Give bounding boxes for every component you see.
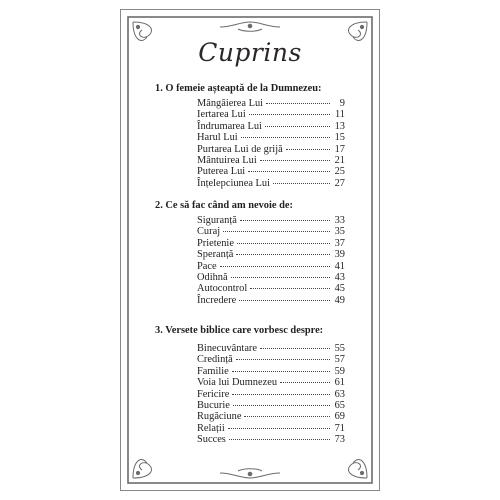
toc-entry-label: Binecuvântare [197,343,258,354]
toc-entry [197,295,345,306]
dot-leader [250,288,330,289]
toc-entry [197,226,345,237]
toc-entry [197,249,345,260]
dot-leader [237,243,330,244]
toc-entry-label: Prietenie [197,237,234,249]
toc-entry-label: Puterea Lui [197,166,246,178]
toc-entry-page-number: 55 [334,343,345,354]
dot-leader [286,149,330,150]
toc-entry-page-number: 57 [334,354,345,366]
toc-entry-page-number: 37 [334,237,345,249]
dot-leader [266,103,330,104]
toc-entry-page-number: 41 [334,260,345,272]
dot-leader [280,382,330,383]
section-entries [197,343,345,446]
toc-entry-page-number: 61 [334,377,345,389]
toc-entry [197,144,345,155]
toc-entry [197,283,345,294]
dot-leader [265,126,330,127]
toc-entry [197,155,345,166]
toc-entry-page-number: 33 [334,215,345,226]
toc-entry [197,400,345,411]
toc-entry-label: Speranță [197,249,234,261]
toc-entry-label: Voia lui Dumnezeu [197,377,278,389]
dot-leader [231,277,330,278]
toc-entry-label: Harul Lui [197,132,238,144]
section-entries [197,98,345,189]
section-entries [197,215,345,306]
toc-entry [197,238,345,249]
toc-entry [197,132,345,143]
page-title: Cuprins [198,38,302,67]
dot-leader [241,137,330,138]
corner-flourish-icon [348,459,367,478]
dot-leader [229,439,330,440]
toc-entry-page-number: 39 [334,249,345,261]
toc-entry [197,377,345,388]
toc-entry-label: Siguranță [197,215,237,226]
toc-section-3 [155,324,355,446]
toc-entry-label: Relații [197,422,225,434]
toc-entry-page-number: 21 [334,154,345,166]
toc-entry [197,272,345,283]
toc-entry-page-number: 17 [334,143,345,155]
toc-entry [197,98,345,109]
toc-entry-page-number: 69 [334,411,345,423]
toc-entry-label: Mângâierea Lui [197,98,264,109]
dot-leader [239,300,330,301]
toc-entry [197,343,345,354]
toc-section-2 [155,199,355,306]
toc-entry-page-number: 27 [334,177,345,189]
toc-entry-label: Curaj [197,226,221,238]
toc-entry-page-number: 15 [334,132,345,144]
dot-leader [232,394,330,395]
top-ornament-icon [220,22,280,31]
dot-leader [249,114,330,115]
toc-entry-label: Încredere [197,294,237,306]
toc-section-1 [155,82,355,189]
toc-entry-label: Rugăciune [197,411,242,423]
toc-entry-page-number: 73 [334,434,345,446]
toc-entry-label: Bucurie [197,399,230,411]
toc-entry [197,166,345,177]
toc-entry-label: Iertarea Lui [197,109,246,121]
toc-entry-label: Odihnă [197,271,228,283]
dot-leader [260,160,330,161]
dot-leader [236,254,330,255]
toc-entry [197,411,345,422]
toc-entry-label: Înțelepciunea Lui [197,177,270,189]
toc-entry [197,389,345,400]
toc-entry-page-number: 71 [334,422,345,434]
section-heading: 2. Ce să fac când am nevoie de: [155,200,293,211]
toc-entry [197,434,345,445]
toc-entry-label: Fericire [197,388,230,400]
bottom-ornament-icon [220,469,280,478]
toc-entry-page-number: 49 [334,294,345,306]
toc-entry-page-number: 9 [339,98,345,109]
toc-entry-page-number: 59 [334,365,345,377]
toc-entry-page-number: 11 [334,109,345,121]
toc-entry-label: Credință [197,354,233,366]
toc-entry-label: Succes [197,434,226,446]
dot-leader [232,371,330,372]
toc-entry-label: Familie [197,365,229,377]
section-heading: 1. O femeie așteaptă de la Dumnezeu: [155,83,322,94]
dot-leader [273,183,330,184]
dot-leader [260,348,330,349]
dot-leader [228,428,330,429]
section-heading: 3. Versete biblice care vorbesc despre: [155,325,324,336]
dot-leader [223,231,330,232]
toc-entry [197,354,345,365]
toc-entry [197,121,345,132]
toc-entry-page-number: 63 [334,388,345,400]
dot-leader [248,171,330,172]
toc-entry-label: Pace [197,260,217,272]
toc-entry-label: Îndrumarea Lui [197,120,262,132]
toc-entry-page-number: 13 [334,120,345,132]
dot-leader [244,416,330,417]
toc-entry [197,109,345,120]
toc-entry-page-number: 45 [334,283,345,295]
dot-leader [240,220,330,221]
toc-entry-label: Purtarea Lui de grijă [197,143,283,155]
dot-leader [220,266,330,267]
toc-entry-page-number: 35 [334,226,345,238]
toc-entry [197,178,345,189]
toc-entry-label: Mântuirea Lui [197,154,257,166]
dot-leader [233,405,330,406]
toc-entry-page-number: 43 [334,271,345,283]
toc-entry-page-number: 65 [334,399,345,411]
toc-entry [197,215,345,226]
corner-flourish-icon [133,459,152,478]
toc-entry [197,261,345,272]
toc-entry-label: Autocontrol [197,283,248,295]
dot-leader [236,359,330,360]
toc-entry [197,366,345,377]
toc-entry [197,423,345,434]
toc-entry-page-number: 25 [334,166,345,178]
